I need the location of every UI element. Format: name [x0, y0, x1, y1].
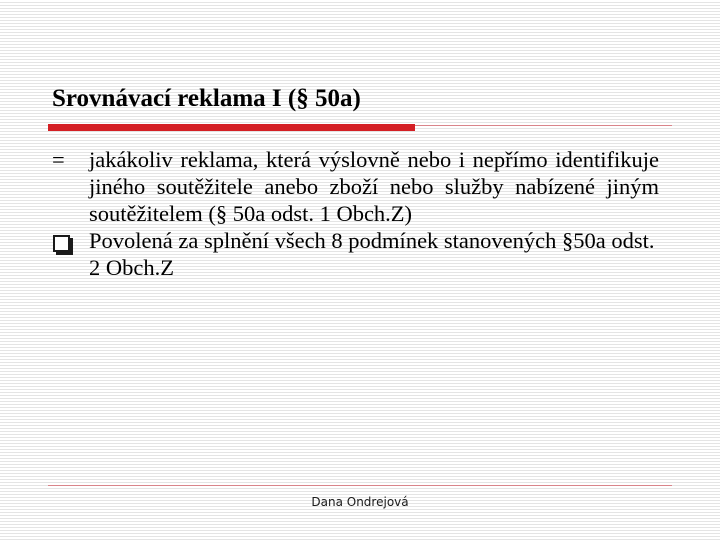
- checkbox-bullet-icon: [53, 235, 70, 252]
- bullet-text: Povolená za splnění všech 8 podmínek stanovených §50a odst. 2 Obch.Z: [89, 228, 655, 280]
- equals-marker: =: [52, 147, 65, 172]
- bullet-item: [52, 227, 659, 281]
- slide-title: Srovnávací reklama I (§ 50a): [52, 85, 361, 112]
- footer-author: Dana Ondrejová: [311, 495, 409, 509]
- definition-text: jakákoliv reklama, která výslovně nebo i nepřímo identifikuje jiného soutěžitele anebo zboží nebo služby nabízené jiným soutěžitelem (§ 50a odst. 1 Obch.Z): [89, 147, 659, 226]
- title-underline-thin: [415, 125, 672, 126]
- definition-paragraph: [52, 146, 659, 227]
- title-underline-accent: [48, 124, 415, 131]
- slide-content: [52, 146, 659, 281]
- footer-divider: [48, 485, 672, 486]
